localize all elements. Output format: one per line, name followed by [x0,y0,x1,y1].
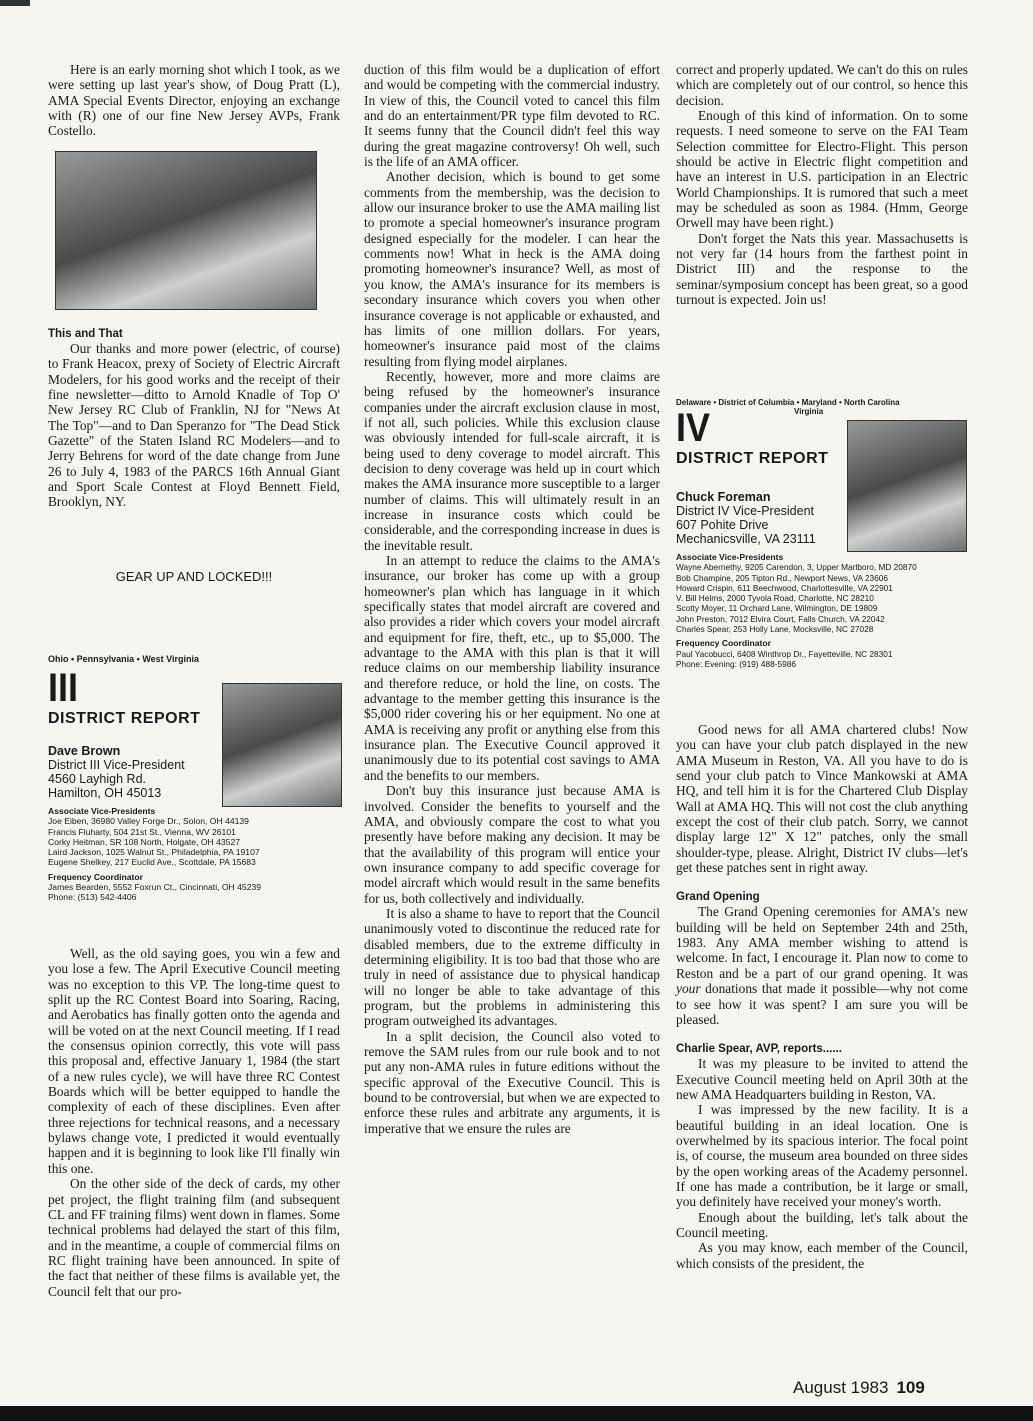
associate: John Preston, 7012 Elvira Court, Falls Church, VA 22042 [676,613,885,624]
right-column-top [676,62,968,308]
associate: Corky Heitman, SR 108 North, Holgate, OH 43527 [48,836,241,847]
associate: Howard Crispin, 611 Beechwood, Charlottesville, VA 22901 [676,582,893,593]
vp-city: Mechanicsville, VA 23111 [676,532,816,546]
district-states: Ohio • Pennsylvania • West Virginia [48,654,200,664]
district-title: DISTRICT REPORT [676,450,829,467]
paragraph: Recently, however, more and more claims are being refused by the homeowner's insurance companies under the aircraft exclusion clause in most, if not all, such policies. While this exclusion clause was obviously intended for full-scale aircraft, it is being used to deny coverage to model aircraft. This decision to deny coverage was held up in court which makes the AMA insurance more susceptible to a larger number of claims. This will ultimately result in an increase in insurance costs which could be considerable, and the corresponding increase in dues is the inevitable result. [364,368,660,553]
section-heading: This and That [48,328,123,340]
paragraph: Don't buy this insurance just because AMA is involved. Consider the benefits to yourself and the AMA, and obviously compare the cost to what you presently have before making any decision. It may be that the availability of this program will entice your own insurance company to add specific coverage for model aircraft which would result in the same benefits for us, both collectively and individually. [364,783,660,906]
paragraph: Another decision, which is bound to get some comments from the membership, was the decision to allow our insurance broker to use the AMA mailing list to promote a special homeowner's insurance program designed especially for the modeler. I can hear the comments now! What in heck is the AMA doing promoting homeowner's insurance? Well, as most of you know, the AMA's insurance for its members is secondary insurance which covers you when other insurance coverage is not applicable or exhausted, and has limits of one million dollars. For years, homeowner's insurance paid most of the claims resulting from flying model airplanes. [364,169,660,369]
associates-heading: Associate Vice-Presidents [48,806,156,816]
vp-role: District III Vice-President [48,758,185,772]
paragraph: correct and properly updated. We can't do this on rules which are completely out of our control, so hence this decision. [676,62,968,108]
paragraph: As you may know, each member of the Council, which consists of the president, the [676,1240,968,1271]
paragraph: It is also a shame to have to report that the Council unanimously voted to discontinue the reduced rate for disabled members, due to the extreme difficulty in determining eligibility. It is too bad that those who are truly in need of assistance due to physical handicap will no longer be able to take advantage of this program, but the problems in administering this program outweighed its advantages. [364,905,660,1029]
page-footer [793,1378,925,1398]
associate: V. Bill Helms, 2000 Tyvola Road, Charlotte, NC 28210 [676,593,874,604]
district-title: DISTRICT REPORT [48,710,201,727]
district-numeral: IV [676,406,711,450]
paragraph: Well, as the old saying goes, you win a few and you lose a few. The April Executive Council meeting was no exception to this VP. The long-time quest to split up the RC Contest Board into Soaring, Racing, and Aerobatics has finally gotten onto the agenda and will be voted on at the next Council meeting. If I read the consensus opinion correctly, this vote will pass this proposal and, effective January 1, 1984 (the start of a new rules cycle), we will have three RC Contest Boards which will be better equipped to handle the complexity of each of these disciplines. Even after three rejections for technical reasons, and a necessary bylaws change vote, I predicted it would eventually happen and it is beginning to look like I'll finally win this one. [48,946,340,1176]
section-heading: Grand Opening [676,891,760,904]
text: The Grand Opening ceremonies for AMA's new building will be held on September 24th and 25th, 1983. Any AMA member wishing to attend is welcome. In fact, I encourage it. Plan now to come to Reston and be a part of our grand opening. It was [676,904,968,981]
associate: Charles Spear, 253 Holly Lane, Mocksville, NC 27028 [676,624,874,635]
paragraph: duction of this film would be a duplication of effort and would be competing with the commercial industry. In view of this, the Council voted to cancel this film and do an entertainment/PR type film devoted to RC. It seems funny that the Council didn't feel this way during the great magazine controversy! Oh well, such is the life of an AMA officer. [364,62,660,170]
this-and-that-section [48,328,340,510]
frequency-phone: Phone: (513) 542-4406 [48,892,137,903]
right-column-body [676,722,968,1271]
section-heading: Charlie Spear, AVP, reports...... [676,1043,842,1056]
paragraph: On the other side of the deck of cards, my other pet project, the flight training film (and subsequent CL and FF training films) went down in flames. Some technical problems had delayed the start of this film, and in the meantime, a couple of commercial films on RC flight training have been announced. In spite of the fact that neither of these films is available yet, the Council felt that our pro- [48,1176,340,1299]
paragraph: Our thanks and more power (electric, of course) to Frank Heacox, prexy of Society of Electric Aircraft Modelers, for his good works and the receipt of their fine newsletter—ditto to Arnold Knadle of Top O' New Jersey RC Club of Franklin, NJ for "News At The Top"—and to Dan Speranzo for "The Dead Stick Gazette" of the Staten Island RC Modelers—and to Jerry Behrens for word of the date change from June 26 to July 4, 1983 of the PARCS 16th Annual Giant and Sport Scale Contest at Floyd Bennett Field, Brooklyn, NY. [48,341,340,510]
emphasis: your [676,981,701,997]
frequency-coordinator: Paul Yacobucci, 6408 Winthrop Dr., Fayetteville, NC 28301 [676,648,893,659]
paragraph: In an attempt to reduce the claims to the AMA's insurance, our broker has come up with a group homeowner's plan which has language in it which specifically states that model aircraft are covered and also provides a rider which covers your model aircraft and equipment for fire, theft, etc., up to $5,000. The advantage to the AMA with this plan is that it will reduce claims on our membership liability insurance and therefore reduce, or hold the line, on costs. The advantage to the member getting this insurance is the $5,000 rider covering his or her equipment. No one at AMA is receiving any profit or anything else from this insurance plan. The Executive Council approved it unanimously due to its potential cost savings to AMA and the benefits to our members. [364,553,660,783]
vp-name: Chuck Foreman [676,490,771,504]
frequency-heading: Frequency Coordinator [48,871,144,882]
paragraph: Enough of this kind of information. On to some requests. I need someone to serve on the FAI Team Selection committee for Electro-Flight. This person should be active in Electric flight competition and have an interest in U.S. participation in an Electric World Championships. It is rumored that such a meet may be scheduled as soon as 1984. (Hmm, George Orwell may have been right.) [676,108,968,231]
district-states-2: Virginia [794,407,824,416]
paragraph: In a split decision, the Council also voted to remove the SAM rules from our rule book and to not put any non-AMA rules in future editions without the specific approval of the Executive Council. This is bound to be controversial, but when we are expected to enforce these rules and arbitrate any arguments, it is imperative that we ensure the rules are [364,1028,660,1136]
photo-dave-brown [222,683,342,807]
page-number: 109 [896,1378,925,1397]
frequency-phone: Phone: Evening: (919) 488-5986 [676,658,796,669]
vp-role: District IV Vice-President [676,504,815,518]
scan-edge [0,0,30,6]
text: donations that made it possible—why not come to see how it was spent? I am sure you will be pleased. [676,981,968,1027]
paragraph: Enough about the building, let's talk about the Council meeting. [676,1209,968,1240]
district-states: Delaware • District of Columbia • Maryland • North Carolina [676,398,900,407]
gear-up-line: GEAR UP AND LOCKED!!! [115,569,273,584]
paragraph: Good news for all AMA chartered clubs! Now you can have your club patch displayed in the new AMA Museum in Reston, VA. All you have to do is send your club patch to Vince Mankowski at AMA HQ, and tell him it is for the Chartered Club Display Wall at AMA HQ. This will not cost the club anything except the cost of their club patch. Sorry, we cannot display large 12" X 12" patches, only the small shoulder-type, please. Alright, District IV clubs—let's get these patches sent in right away. [676,722,968,876]
middle-column [364,62,660,1136]
associate: Laird Jackson, 1025 Walnut St., Philadelphia, PA 19107 [48,847,260,858]
paragraph: It was my pleasure to be invited to attend the Executive Council meeting held on April 30th at the new AMA Headquarters building in Reston, VA. [676,1056,968,1102]
left-column [48,62,340,139]
associate: Scotty Moyer, 11 Orchard Lane, Wilmington, DE 19809 [676,603,878,614]
frequency-heading: Frequency Coordinator [676,638,772,649]
left-column-body [48,946,340,1299]
paragraph [676,904,968,1027]
paragraph: I was impressed by the new facility. It is a beautiful building in an ideal location. One is overwhelmed by its spacious interior. The focal point is, of course, the museum area bounded on three sides by the open working areas of the Academy personnel. If one has made a contribution, be it large or small, you definitely have received your money's worth. [676,1102,968,1210]
scan-edge [0,1406,1033,1421]
photo-chuck-foreman [847,420,967,552]
associate: Francis Fluharty, 504 21st St., Vienna, WV 26101 [48,826,236,837]
issue-date: August 1983 [793,1378,889,1397]
vp-address: 607 Pohite Drive [676,518,769,532]
associate: Bob Champine, 205 Tipton Rd., Newport News, VA 23606 [676,572,888,583]
frequency-coordinator: James Bearden, 5552 Foxrun Ct., Cincinnati, OH 45239 [48,882,262,893]
photo-pratt-costello [55,151,317,310]
vp-city: Hamilton, OH 45013 [48,786,162,800]
paragraph: Don't forget the Nats this year. Massachusetts is not very far (14 hours from the farthest point in District III) and the response to the seminar/symposium concept has been great, so a good turnout is expected. Join us! [676,230,968,308]
vp-address: 4560 Layhigh Rd. [48,772,146,786]
district-numeral: III [48,666,79,710]
vp-name: Dave Brown [48,744,121,758]
associate: Joe Eiben, 36980 Valley Forge Dr., Solon, OH 44139 [48,816,249,827]
photo-caption: Here is an early morning shot which I took, as we were setting up last year's show, of Doug Pratt (L), AMA Special Events Director, enjoying an exchange with (R) one of our fine New Jersey AVPs, Frank Costello. [48,62,340,139]
associates-heading: Associate Vice-Presidents [676,552,784,562]
associate: Wayne Abernethy, 9205 Carendon, 3, Upper Marlboro, MD 20870 [676,562,917,573]
associate: Eugene Shelkey, 217 Euclid Ave., Scottdale, PA 15683 [48,857,256,868]
